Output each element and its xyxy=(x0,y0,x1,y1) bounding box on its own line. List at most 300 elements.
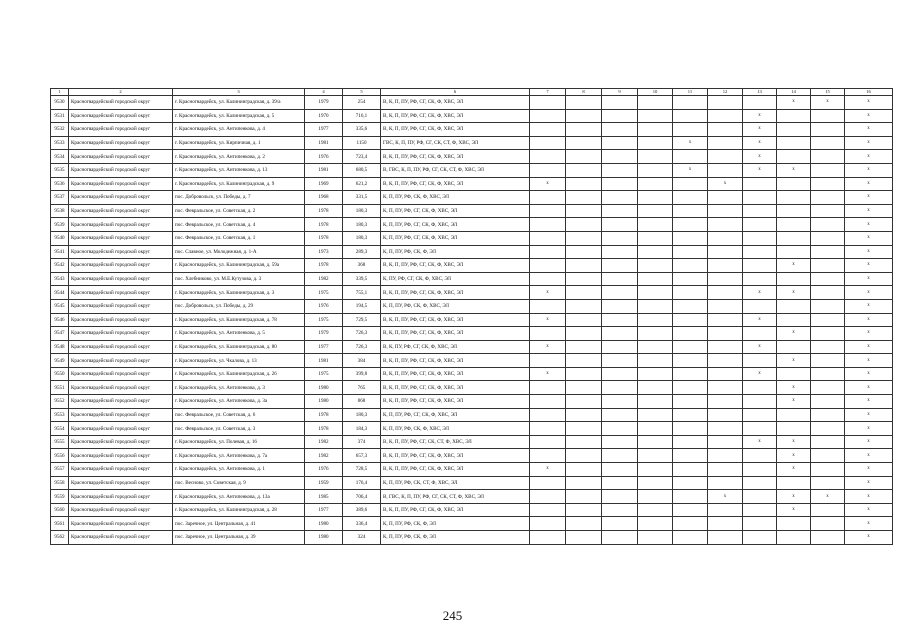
row-id: 9543 xyxy=(51,272,69,286)
mark-cell xyxy=(811,476,845,490)
mark-cell: x xyxy=(777,163,811,177)
works-cell: К, П, ПУ, РФ, СГ, СК, Ф, ХВС, ЭЛ xyxy=(381,231,530,245)
works-cell: В, К, П, ПУ, РФ, СГ, СК, Ф, ХВС, ЭЛ xyxy=(381,327,530,341)
year-cell: 1975 xyxy=(305,286,343,300)
mark-cell xyxy=(708,367,743,381)
address-cell: г. Красногвардейск, ул. Калининградская, д. 3 xyxy=(173,286,305,300)
mark-cell xyxy=(811,463,845,477)
mark-cell xyxy=(530,163,566,177)
address-cell: пос. Заречное, ул. Центральная, д. 39 xyxy=(173,531,305,545)
district-cell: Красногвардейский городской округ xyxy=(69,96,173,110)
row-id: 9535 xyxy=(51,163,69,177)
mark-cell xyxy=(811,286,845,300)
mark-cell xyxy=(673,327,708,341)
table-row xyxy=(51,163,893,177)
mark-cell xyxy=(811,327,845,341)
mark-cell xyxy=(602,381,638,395)
row-id: 9539 xyxy=(51,218,69,232)
mark-cell xyxy=(602,272,638,286)
mark-cell xyxy=(638,517,673,531)
mark-cell xyxy=(708,286,743,300)
row-id: 9559 xyxy=(51,490,69,504)
year-cell: 1976 xyxy=(305,150,343,164)
mark-cell xyxy=(708,245,743,259)
mark-cell xyxy=(566,340,602,354)
mark-cell xyxy=(673,463,708,477)
mark-cell xyxy=(673,517,708,531)
area-cell: 331,5 xyxy=(343,191,381,205)
area-cell: 726,3 xyxy=(343,327,381,341)
address-cell: пос. Февральское, ул. Советская, д. 2 xyxy=(173,204,305,218)
mark-cell: x xyxy=(845,517,893,531)
mark-cell xyxy=(673,354,708,368)
mark-cell xyxy=(530,531,566,545)
district-cell: Красногвардейский городской округ xyxy=(69,204,173,218)
mark-cell xyxy=(638,503,673,517)
year-cell: 1978 xyxy=(305,422,343,436)
area-cell: 180,3 xyxy=(343,218,381,232)
mark-cell: x xyxy=(845,191,893,205)
area-cell: 176,4 xyxy=(343,476,381,490)
year-cell: 1982 xyxy=(305,435,343,449)
mark-cell xyxy=(673,299,708,313)
mark-cell xyxy=(708,435,743,449)
mark-cell: x xyxy=(743,136,777,150)
mark-cell: x xyxy=(777,381,811,395)
mark-cell xyxy=(673,381,708,395)
mark-cell xyxy=(743,245,777,259)
header-row xyxy=(51,89,893,96)
address-cell: г. Красногвардейск, ул. Калининградская, д. 78 xyxy=(173,313,305,327)
mark-cell xyxy=(638,259,673,273)
year-cell: 1978 xyxy=(305,408,343,422)
mark-cell xyxy=(530,96,566,110)
year-cell: 1979 xyxy=(305,96,343,110)
row-id: 9538 xyxy=(51,204,69,218)
table-row xyxy=(51,435,893,449)
mark-cell: x xyxy=(845,286,893,300)
mark-cell xyxy=(708,259,743,273)
mark-cell xyxy=(673,231,708,245)
works-cell: В, К, П, ПУ, РФ, СГ, СК, Ф, ХВС, ЭЛ xyxy=(381,463,530,477)
mark-cell xyxy=(638,109,673,123)
mark-cell xyxy=(777,109,811,123)
mark-cell xyxy=(602,163,638,177)
mark-cell: x xyxy=(845,327,893,341)
table-row xyxy=(51,191,893,205)
mark-cell xyxy=(638,340,673,354)
table-row xyxy=(51,109,893,123)
row-id: 9555 xyxy=(51,435,69,449)
area-cell: 755,1 xyxy=(343,286,381,300)
mark-cell xyxy=(530,136,566,150)
mark-cell xyxy=(602,422,638,436)
district-cell: Красногвардейский городской округ xyxy=(69,218,173,232)
mark-cell xyxy=(743,218,777,232)
mark-cell: x xyxy=(743,150,777,164)
year-cell: 1985 xyxy=(305,490,343,504)
mark-cell xyxy=(743,422,777,436)
register-table-container xyxy=(50,88,871,545)
year-cell: 1975 xyxy=(305,367,343,381)
table-row xyxy=(51,218,893,232)
mark-cell xyxy=(566,245,602,259)
mark-cell xyxy=(708,150,743,164)
mark-cell xyxy=(530,259,566,273)
table-row xyxy=(51,408,893,422)
mark-cell xyxy=(743,354,777,368)
area-cell: 336,4 xyxy=(343,517,381,531)
mark-cell xyxy=(566,395,602,409)
mark-cell xyxy=(777,422,811,436)
column-header: 13 xyxy=(743,89,777,96)
area-cell: 374 xyxy=(343,435,381,449)
mark-cell xyxy=(811,218,845,232)
mark-cell: x xyxy=(845,96,893,110)
mark-cell xyxy=(530,327,566,341)
mark-cell xyxy=(638,367,673,381)
mark-cell: x xyxy=(530,313,566,327)
works-cell: В, К, П, ПУ, РФ, СГ, СК, Ф, ХВС, ЭЛ xyxy=(381,259,530,273)
mark-cell xyxy=(530,476,566,490)
address-cell: пос. Февральское, ул. Советская, д. 6 xyxy=(173,408,305,422)
mark-cell xyxy=(566,503,602,517)
works-cell: В, К, П, ПУ, РФ, СГ, СК, Ф, ХВС, ЭЛ xyxy=(381,381,530,395)
district-cell: Красногвардейский городской округ xyxy=(69,340,173,354)
area-cell: 399,8 xyxy=(343,367,381,381)
mark-cell xyxy=(566,204,602,218)
mark-cell: x xyxy=(845,299,893,313)
works-cell: В, ГВС, К, П, ПУ, РФ, СГ, СК, СТ, Ф, ХВС, ЭЛ xyxy=(381,490,530,504)
table-row xyxy=(51,367,893,381)
mark-cell xyxy=(811,367,845,381)
table-row xyxy=(51,313,893,327)
mark-cell: x xyxy=(743,109,777,123)
works-cell: К, П, ПУ, РФ, СК, Ф, ХВС, ЭЛ xyxy=(381,299,530,313)
mark-cell xyxy=(638,299,673,313)
mark-cell xyxy=(708,395,743,409)
area-cell: 723,4 xyxy=(343,150,381,164)
district-cell: Красногвардейский городской округ xyxy=(69,272,173,286)
mark-cell: x xyxy=(845,381,893,395)
row-id: 9556 xyxy=(51,449,69,463)
mark-cell xyxy=(530,218,566,232)
mark-cell xyxy=(811,422,845,436)
mark-cell: x xyxy=(845,531,893,545)
works-cell: К, ПУ, РФ, СГ, СК, Ф, ХВС, ЭЛ xyxy=(381,272,530,286)
mark-cell xyxy=(530,381,566,395)
district-cell: Красногвардейский городской округ xyxy=(69,435,173,449)
mark-cell: x xyxy=(530,367,566,381)
row-id: 9561 xyxy=(51,517,69,531)
mark-cell: x xyxy=(845,231,893,245)
mark-cell: x xyxy=(845,354,893,368)
mark-cell: x xyxy=(845,163,893,177)
mark-cell xyxy=(602,435,638,449)
register-table xyxy=(50,88,893,545)
mark-cell xyxy=(566,463,602,477)
works-cell: В, К, П, ПУ, РФ, СГ, СК, СТ, Ф, ХВС, ЭЛ xyxy=(381,435,530,449)
row-id: 9547 xyxy=(51,327,69,341)
mark-cell xyxy=(743,463,777,477)
district-cell: Красногвардейский городской округ xyxy=(69,259,173,273)
mark-cell: x xyxy=(845,408,893,422)
mark-cell xyxy=(602,395,638,409)
mark-cell xyxy=(743,299,777,313)
mark-cell xyxy=(777,177,811,191)
mark-cell xyxy=(602,96,638,110)
table-row xyxy=(51,422,893,436)
mark-cell: x xyxy=(777,490,811,504)
row-id: 9562 xyxy=(51,531,69,545)
works-cell: К, П, ПУ, РФ, СГ, СК, Ф, ХВС, ЭЛ xyxy=(381,218,530,232)
column-header: 1 xyxy=(51,89,69,96)
district-cell: Красногвардейский городской округ xyxy=(69,367,173,381)
table-row xyxy=(51,177,893,191)
mark-cell xyxy=(602,517,638,531)
area-cell: 729,5 xyxy=(343,313,381,327)
table-row xyxy=(51,340,893,354)
mark-cell: x xyxy=(845,395,893,409)
mark-cell: x xyxy=(777,395,811,409)
table-row xyxy=(51,96,893,110)
column-header: 7 xyxy=(530,89,566,96)
mark-cell xyxy=(777,408,811,422)
works-cell: В, К, ПУ, РФ, СГ, СК, Ф, ХВС, ЭЛ xyxy=(381,340,530,354)
mark-cell xyxy=(708,272,743,286)
row-id: 9552 xyxy=(51,395,69,409)
works-cell: В, К, П, ПУ, РФ, СГ, СК, Ф, ХВС, ЭЛ xyxy=(381,503,530,517)
address-cell: г. Красногвардейск, ул. Антипенкова, д. 5 xyxy=(173,327,305,341)
mark-cell xyxy=(638,490,673,504)
mark-cell xyxy=(708,204,743,218)
mark-cell xyxy=(708,463,743,477)
address-cell: г. Красногвардейск, ул. Полевая, д. 16 xyxy=(173,435,305,449)
mark-cell xyxy=(777,531,811,545)
mark-cell xyxy=(602,177,638,191)
works-cell: В, К, П, ПУ, РФ, СГ, СК, Ф, ХВС, ЭЛ xyxy=(381,449,530,463)
works-cell: К, П, ПУ, РФ, СК, Ф, ЭЛ xyxy=(381,245,530,259)
mark-cell xyxy=(638,476,673,490)
mark-cell xyxy=(602,476,638,490)
area-cell: 765 xyxy=(343,381,381,395)
mark-cell xyxy=(530,490,566,504)
mark-cell xyxy=(673,259,708,273)
page-number: 245 xyxy=(442,608,463,623)
mark-cell xyxy=(638,231,673,245)
mark-cell xyxy=(673,109,708,123)
mark-cell xyxy=(602,218,638,232)
mark-cell: x xyxy=(777,286,811,300)
mark-cell xyxy=(811,381,845,395)
mark-cell xyxy=(777,272,811,286)
year-cell: 1980 xyxy=(305,531,343,545)
address-cell: г. Красногвардейск, ул. Антипенкова, д. 13 xyxy=(173,163,305,177)
mark-cell xyxy=(566,286,602,300)
address-cell: г. Красногвардейск, ул. Антипенкова, д. 3а xyxy=(173,395,305,409)
mark-cell xyxy=(638,191,673,205)
mark-cell xyxy=(777,231,811,245)
works-cell: К, П, ПУ, РФ, СГ, СК, Ф, ХВС, ЭЛ xyxy=(381,408,530,422)
address-cell: г. Красногвардейск, ул. Антипенкова, д. 2 xyxy=(173,150,305,164)
address-cell: г. Красногвардейск, ул. Калининградская, д. 9 xyxy=(173,177,305,191)
mark-cell xyxy=(811,191,845,205)
mark-cell xyxy=(638,422,673,436)
table-row xyxy=(51,299,893,313)
mark-cell xyxy=(530,395,566,409)
row-id: 9537 xyxy=(51,191,69,205)
mark-cell xyxy=(811,354,845,368)
address-cell: г. Красногвардейск, ул. Калининградская, д. 59а xyxy=(173,259,305,273)
mark-cell: x xyxy=(743,313,777,327)
mark-cell: x xyxy=(777,463,811,477)
mark-cell xyxy=(566,177,602,191)
mark-cell: x xyxy=(845,204,893,218)
mark-cell xyxy=(602,204,638,218)
mark-cell xyxy=(530,245,566,259)
mark-cell xyxy=(743,395,777,409)
mark-cell xyxy=(811,272,845,286)
works-cell: К, П, ПУ, РФ, СК, Ф, ЭЛ xyxy=(381,531,530,545)
mark-cell: x xyxy=(845,476,893,490)
row-id: 9534 xyxy=(51,150,69,164)
mark-cell: x xyxy=(811,490,845,504)
mark-cell: x xyxy=(530,286,566,300)
mark-cell xyxy=(602,463,638,477)
mark-cell: x xyxy=(530,340,566,354)
column-header: 8 xyxy=(566,89,602,96)
district-cell: Красногвардейский городской округ xyxy=(69,422,173,436)
area-cell: 1150 xyxy=(343,136,381,150)
column-header: 3 xyxy=(173,89,305,96)
table-row xyxy=(51,395,893,409)
mark-cell xyxy=(530,435,566,449)
table-row xyxy=(51,449,893,463)
mark-cell xyxy=(638,531,673,545)
mark-cell xyxy=(811,435,845,449)
table-row xyxy=(51,231,893,245)
address-cell: г. Красногвардейск, ул. Кирпичная, д. 1 xyxy=(173,136,305,150)
mark-cell: x xyxy=(673,163,708,177)
mark-cell xyxy=(638,272,673,286)
mark-cell xyxy=(638,395,673,409)
works-cell: В, К, П, ПУ, РФ, СГ, СК, Ф, ХВС, ЭЛ xyxy=(381,177,530,191)
table-row xyxy=(51,136,893,150)
mark-cell: x xyxy=(777,449,811,463)
mark-cell xyxy=(673,204,708,218)
mark-cell xyxy=(638,150,673,164)
year-cell: 1976 xyxy=(305,463,343,477)
year-cell: 1982 xyxy=(305,272,343,286)
mark-cell: x xyxy=(845,449,893,463)
mark-cell xyxy=(811,259,845,273)
mark-cell xyxy=(708,163,743,177)
mark-cell xyxy=(811,313,845,327)
mark-cell xyxy=(566,231,602,245)
district-cell: Красногвардейский городской округ xyxy=(69,517,173,531)
mark-cell xyxy=(602,259,638,273)
mark-cell xyxy=(708,503,743,517)
year-cell: 1978 xyxy=(305,218,343,232)
mark-cell xyxy=(566,96,602,110)
district-cell: Красногвардейский городской округ xyxy=(69,503,173,517)
mark-cell xyxy=(673,422,708,436)
column-header: 10 xyxy=(638,89,673,96)
year-cell: 1977 xyxy=(305,123,343,137)
mark-cell: x xyxy=(845,422,893,436)
mark-cell: x xyxy=(845,109,893,123)
works-cell: К, П, ПУ, РФ, СК, Ф, ХВС, ЭЛ xyxy=(381,191,530,205)
mark-cell xyxy=(708,381,743,395)
mark-cell xyxy=(777,204,811,218)
area-cell: 335,6 xyxy=(343,123,381,137)
mark-cell xyxy=(566,449,602,463)
table-row xyxy=(51,123,893,137)
works-cell: В, К, П, ПУ, РФ, СГ, СК, Ф, ХВС, ЭЛ xyxy=(381,123,530,137)
mark-cell xyxy=(811,136,845,150)
mark-cell xyxy=(777,476,811,490)
mark-cell: x xyxy=(530,177,566,191)
works-cell: К, П, ПУ, РФ, СГ, СК, Ф, ХВС, ЭЛ xyxy=(381,204,530,218)
mark-cell xyxy=(638,354,673,368)
address-cell: пос. Весново, ул. Советская, д. 9 xyxy=(173,476,305,490)
column-header: 5 xyxy=(343,89,381,96)
mark-cell xyxy=(708,96,743,110)
column-header: 11 xyxy=(673,89,708,96)
row-id: 9542 xyxy=(51,259,69,273)
area-cell: 621,2 xyxy=(343,177,381,191)
area-cell: 289,3 xyxy=(343,245,381,259)
year-cell: 1978 xyxy=(305,231,343,245)
district-cell: Красногвардейский городской округ xyxy=(69,299,173,313)
address-cell: пос. Хлебниково, ул. М.Е.Кутузова, д. 3 xyxy=(173,272,305,286)
mark-cell xyxy=(708,517,743,531)
mark-cell xyxy=(566,422,602,436)
row-id: 9536 xyxy=(51,177,69,191)
mark-cell xyxy=(602,191,638,205)
mark-cell xyxy=(673,408,708,422)
mark-cell xyxy=(708,327,743,341)
mark-cell xyxy=(566,476,602,490)
area-cell: 716,1 xyxy=(343,109,381,123)
row-id: 9533 xyxy=(51,136,69,150)
mark-cell: x xyxy=(845,313,893,327)
table-row xyxy=(51,517,893,531)
mark-cell xyxy=(530,449,566,463)
mark-cell: x xyxy=(743,435,777,449)
mark-cell xyxy=(673,123,708,137)
table-row xyxy=(51,476,893,490)
table-row xyxy=(51,272,893,286)
mark-cell xyxy=(602,313,638,327)
year-cell: 1977 xyxy=(305,340,343,354)
mark-cell xyxy=(638,204,673,218)
row-id: 9544 xyxy=(51,286,69,300)
mark-cell xyxy=(708,340,743,354)
mark-cell: x xyxy=(708,177,743,191)
mark-cell xyxy=(743,191,777,205)
district-cell: Красногвардейский городской округ xyxy=(69,408,173,422)
mark-cell xyxy=(777,367,811,381)
area-cell: 680,5 xyxy=(343,163,381,177)
mark-cell: x xyxy=(845,136,893,150)
mark-cell xyxy=(708,422,743,436)
mark-cell xyxy=(673,150,708,164)
row-id: 9560 xyxy=(51,503,69,517)
table-row xyxy=(51,245,893,259)
mark-cell xyxy=(811,150,845,164)
mark-cell: x xyxy=(743,340,777,354)
